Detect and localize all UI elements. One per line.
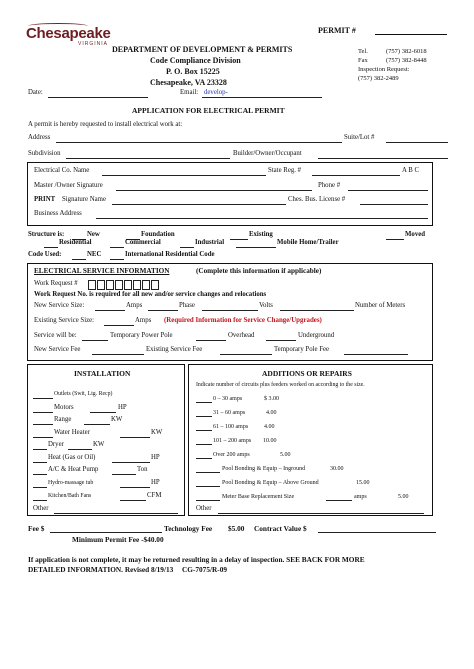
required-note: (Required Information for Service Change/Upgrades) xyxy=(164,317,322,324)
existing-service-label: Existing Service Size: xyxy=(34,317,95,324)
r2-fee: 4.00 xyxy=(266,410,277,416)
form-number: CG-7075/R-09 xyxy=(182,565,227,574)
tech-fee-amount: $5.00 xyxy=(228,524,245,533)
r5-fee: 5.00 xyxy=(280,452,291,458)
new-fee-label: New Service Fee xyxy=(34,346,81,353)
co-name-field[interactable] xyxy=(102,175,266,176)
phone-field[interactable] xyxy=(348,190,428,191)
form-title: APPLICATION FOR ELECTRICAL PERMIT xyxy=(132,106,285,115)
temp-pole-label: Temporary Power Pole xyxy=(110,332,173,339)
business-license-label: Ches. Bus. License # xyxy=(288,196,346,203)
structure-foundation: Foundation xyxy=(141,231,175,238)
work-request-note: Work Request No. is required for all new and/or service changes and relocations xyxy=(34,291,267,298)
irc-check[interactable] xyxy=(110,259,124,260)
address-label: Address xyxy=(28,134,51,141)
water-heater-kw-field[interactable] xyxy=(120,437,150,438)
new-service-amps: Amps xyxy=(126,302,143,309)
r2-field[interactable] xyxy=(196,416,212,417)
city-logo: Chesapeake xyxy=(26,25,111,42)
volts-label: Volts xyxy=(259,302,273,309)
hydro-hp-field[interactable] xyxy=(120,487,150,488)
nec-check[interactable] xyxy=(72,259,86,260)
existing-amps-field[interactable] xyxy=(104,325,134,326)
r6-fee: 30.00 xyxy=(330,466,344,472)
structure-industrial: Industrial xyxy=(195,239,225,246)
footer-line-2: DETAILED INFORMATION. Revised 8/19/13 xyxy=(28,565,174,574)
tel-number: (757) 382-6018 xyxy=(386,48,427,55)
owner-signature-label: Master /Owner Signature xyxy=(34,182,103,189)
motors-hp: HP xyxy=(118,404,127,411)
address-field[interactable] xyxy=(56,142,342,143)
volts-field[interactable] xyxy=(202,310,258,311)
overhead-check[interactable] xyxy=(196,340,226,341)
builder-label: Builder/Owner/Occupant xyxy=(233,150,302,157)
owner-signature-field[interactable] xyxy=(116,190,312,191)
city-address: Chesapeake, VA 23328 xyxy=(150,78,227,87)
co-name-label: Electrical Co. Name xyxy=(34,167,90,174)
r7-fee: 15.00 xyxy=(356,480,370,486)
code-label: Code Used: xyxy=(28,251,62,258)
temp-pole-check[interactable] xyxy=(82,340,108,341)
intro-text: A permit is hereby requested to install electrical work at: xyxy=(28,121,183,128)
structure-label: Structure is: xyxy=(28,231,65,238)
installation-other-label: Other xyxy=(33,505,49,512)
subdivision-field[interactable] xyxy=(66,158,230,159)
r6-field[interactable] xyxy=(196,472,220,473)
r7-field[interactable] xyxy=(196,486,220,487)
business-address-label: Business Address xyxy=(34,210,82,217)
fax-number: (757) 382-8448 xyxy=(386,57,427,64)
email-line xyxy=(202,97,322,98)
moved-check[interactable] xyxy=(386,239,404,240)
work-request-label: Work Request # xyxy=(34,280,78,287)
existing-check[interactable] xyxy=(230,239,248,240)
ac-ton: Ton xyxy=(137,466,148,473)
dryer-kw: KW xyxy=(93,441,105,448)
range-kw-field[interactable] xyxy=(84,424,110,425)
water-heater-label: Water Heater xyxy=(54,429,90,436)
existing-fee-label: Existing Service Fee xyxy=(146,346,203,353)
builder-field[interactable] xyxy=(318,158,448,159)
additions-heading: ADDITIONS OR REPAIRS xyxy=(262,369,352,378)
date-field[interactable] xyxy=(48,97,148,98)
temp-fee-label: Temporary Pole Fee xyxy=(274,346,330,353)
range-kw: KW xyxy=(111,416,123,423)
signature-name-label: Signature Name xyxy=(62,196,106,203)
fax-label: Fax xyxy=(358,57,368,64)
code-irc: International Residential Code xyxy=(125,251,215,258)
water-heater-field[interactable] xyxy=(33,437,53,438)
r2-label: 31 – 60 amps xyxy=(213,410,246,416)
new-service-label: New Service Size: xyxy=(34,302,85,309)
department-name: DEPARTMENT OF DEVELOPMENT & PERMITS xyxy=(112,45,293,54)
r4-field[interactable] xyxy=(196,444,212,445)
structure-new: New xyxy=(87,231,100,238)
phase-label: Phase xyxy=(179,302,195,309)
r7-label: Pool Bonding & Equip – Above Ground xyxy=(222,480,319,486)
additions-other-label: Other xyxy=(196,505,212,512)
commercial-check[interactable] xyxy=(110,247,124,248)
po-box: P. O. Box 15225 xyxy=(166,67,220,76)
dryer-field[interactable] xyxy=(33,449,47,450)
overhead-label: Overhead xyxy=(228,332,255,339)
installation-other-field[interactable] xyxy=(54,513,178,514)
r8-size-field[interactable] xyxy=(326,500,352,501)
existing-fee-field[interactable] xyxy=(220,354,272,355)
code-nec: NEC xyxy=(87,251,102,258)
r6-label: Pool Bonding & Equip – Inground xyxy=(222,466,306,472)
meters-label: Number of Meters xyxy=(355,302,406,309)
kitchen-cfm: CFM xyxy=(147,492,162,499)
ac-field[interactable] xyxy=(33,474,47,475)
permit-number-field[interactable] xyxy=(375,34,447,35)
range-field[interactable] xyxy=(33,424,53,425)
phone-label: Phone # xyxy=(318,182,341,189)
dryer-label: Dryer xyxy=(48,441,64,448)
kitchen-label: Kitchen/Bath Fans xyxy=(48,493,92,499)
r3-field[interactable] xyxy=(196,430,212,431)
additions-other-field[interactable] xyxy=(218,513,424,514)
contract-value-field[interactable] xyxy=(318,532,436,533)
r8-label: Meter Base Replacement Size xyxy=(222,494,295,500)
hydro-label: Hydro-massage tub xyxy=(48,480,94,486)
fee-field[interactable] xyxy=(50,532,162,533)
heat-hp: HP xyxy=(151,454,160,461)
additions-note: Indicate number of circuits plus feeders worked on according to the size. xyxy=(196,382,365,388)
heat-field[interactable] xyxy=(33,462,47,463)
date-label: Date: xyxy=(28,89,43,96)
print-label: PRINT xyxy=(34,196,56,203)
kitchen-field[interactable] xyxy=(33,500,47,501)
footer-line-1: If application is not complete, it may be returned resulting in a delay of inspection. SEE BACK FOR MORE xyxy=(28,555,365,564)
email-field[interactable]: develop- xyxy=(204,89,228,96)
temp-fee-field[interactable] xyxy=(344,354,408,355)
range-label: Range xyxy=(54,416,72,423)
hydro-field[interactable] xyxy=(33,487,47,488)
existing-amps: Amps xyxy=(135,317,152,324)
service-will-label: Service will be: xyxy=(34,332,77,339)
r8-fee: 5.00 xyxy=(398,494,409,500)
subdivision-label: Subdivision xyxy=(28,150,61,157)
r1-fee: $ 3.00 xyxy=(264,396,279,402)
phase-field[interactable] xyxy=(148,310,178,311)
new-fee-field[interactable] xyxy=(92,354,144,355)
r1-label: 0 – 30 amps xyxy=(213,396,243,402)
new-service-amps-field[interactable] xyxy=(95,310,125,311)
dryer-kw-field[interactable] xyxy=(68,449,92,450)
class-abc[interactable]: A B C xyxy=(402,167,419,174)
state-reg-field[interactable] xyxy=(312,175,400,176)
business-license-field[interactable] xyxy=(360,204,428,205)
hydro-hp: HP xyxy=(151,479,160,486)
residential-check[interactable] xyxy=(44,247,58,248)
kitchen-cfm-field[interactable] xyxy=(120,500,146,501)
inspection-label: Inspection Request: xyxy=(358,66,410,73)
minimum-fee: Minimum Permit Fee -$40.00 xyxy=(72,535,164,544)
structure-moved: Moved xyxy=(405,231,426,238)
r8-amps: amps xyxy=(354,494,367,500)
city-logo-sub: VIRGINIA xyxy=(78,41,108,47)
email-label: Email: xyxy=(180,89,199,96)
fee-label: Fee $ xyxy=(28,524,45,533)
state-reg-label: State Reg. # xyxy=(268,167,302,174)
outlets-field[interactable] xyxy=(33,398,53,399)
motors-label: Motors xyxy=(54,404,74,411)
r3-label: 61 – 100 amps xyxy=(213,424,249,430)
r5-field[interactable] xyxy=(196,458,212,459)
structure-existing: Existing xyxy=(249,231,273,238)
service-info-note: (Complete this information if applicable) xyxy=(196,267,322,275)
outlets-label: Outlets (Swit, Ltg. Recp) xyxy=(54,391,113,397)
suite-field[interactable] xyxy=(386,142,448,143)
structure-residential: Residential xyxy=(59,239,92,246)
suite-label: Suite/Lot # xyxy=(344,134,375,141)
heat-hp-field[interactable] xyxy=(112,462,150,463)
tel-label: Tel. xyxy=(358,48,368,55)
installation-heading: INSTALLATION xyxy=(74,369,131,378)
r4-fee: 10.00 xyxy=(263,438,277,444)
motors-field[interactable] xyxy=(33,412,53,413)
mobile-check[interactable] xyxy=(236,247,276,248)
tech-fee-label: Technology Fee xyxy=(164,524,213,533)
industrial-check[interactable] xyxy=(180,247,194,248)
division-name: Code Compliance Division xyxy=(150,56,241,65)
signature-name-field[interactable] xyxy=(112,204,286,205)
service-info-heading: ELECTRICAL SERVICE INFORMATION xyxy=(34,267,170,275)
heat-label: Heat (Gas or Oil) xyxy=(48,454,96,461)
business-address-field[interactable] xyxy=(96,218,428,219)
underground-check[interactable] xyxy=(266,340,296,341)
contract-value-label: Contract Value $ xyxy=(254,524,307,533)
r1-field[interactable] xyxy=(196,402,212,403)
structure-commercial: Commercial xyxy=(125,239,161,246)
ac-ton-field[interactable] xyxy=(112,474,136,475)
motors-hp-field[interactable] xyxy=(90,412,116,413)
water-heater-kw: KW xyxy=(151,429,163,436)
r4-label: 101 – 200 amps xyxy=(213,438,252,444)
inspection-phone: (757) 382-2489 xyxy=(358,75,399,82)
permit-number-label: PERMIT # xyxy=(318,26,356,35)
meters-field[interactable] xyxy=(280,310,354,311)
structure-mobile: Mobile Home/Trailer xyxy=(277,239,339,246)
r5-label: Over 200 amps xyxy=(213,452,250,458)
r8-field[interactable] xyxy=(196,500,220,501)
underground-label: Underground xyxy=(298,332,335,339)
ac-label: A/C & Heat Pump xyxy=(48,466,99,473)
r3-fee: 4.00 xyxy=(264,424,275,430)
